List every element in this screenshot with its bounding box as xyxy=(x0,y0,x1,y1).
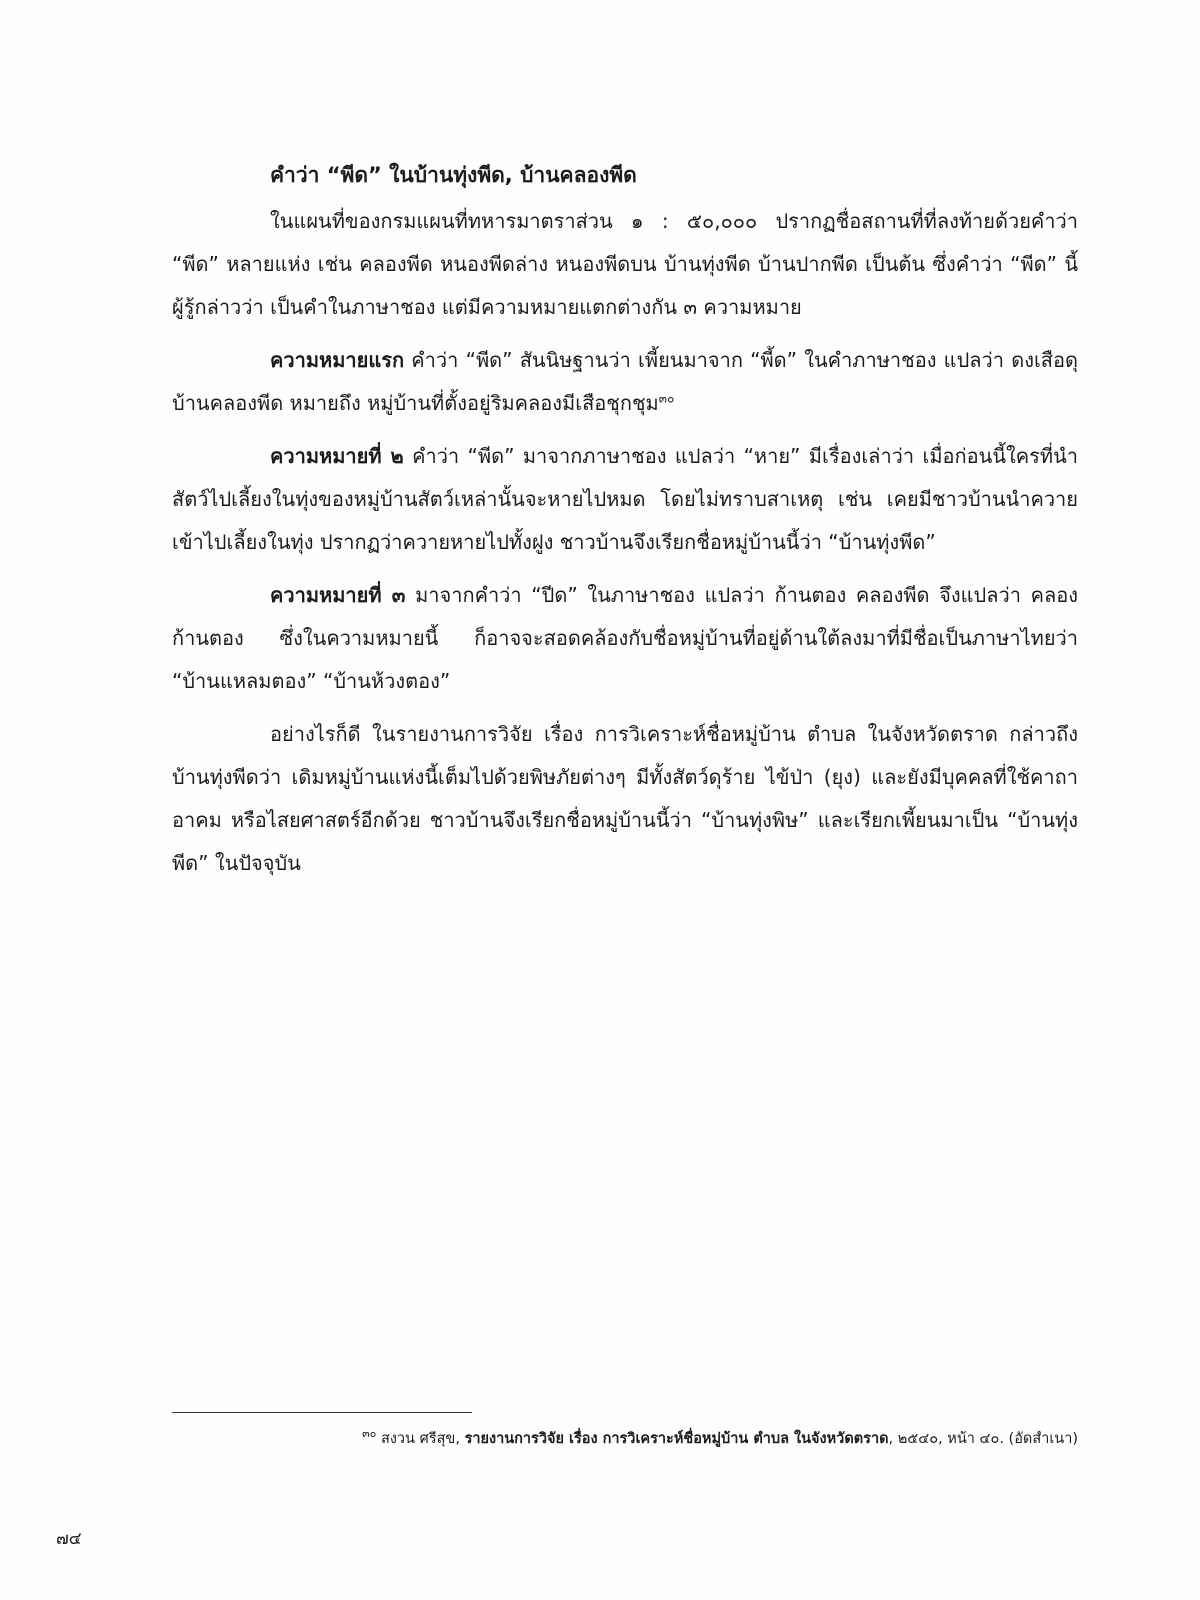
footnote-details: , ๒๕๔๐, หน้า ๔๐. (อัดสำเนา) xyxy=(888,1431,1078,1447)
section-heading: คำว่า “พีด” ในบ้านทุ่งพีด, บ้านคลองพีด xyxy=(270,163,637,187)
meaning-1-label: ความหมายแรก xyxy=(270,348,405,372)
footnote-reference[interactable]: ๓๐ xyxy=(658,391,675,406)
paragraph-intro: ในแผนที่ของกรมแผนที่ทหารมาตราส่วน ๑ : ๕๐,๐๐๐ ปรากฏชื่อสถานที่ที่ลงท้ายด้วยคำว่า “พีด” หลายแห่ง เช่น คลองพีด หนองพีดล่าง หนองพีดบน บ้านทุ่งพีด บ้านปากพีด เป็นต้น ซึ่งคำว่า “พีด” นี้ ผู้รู้กล่าวว่า เป็นคำในภาษาชอง แต่มีความหมายแตกต่างกัน ๓ ความหมาย xyxy=(172,209,1078,319)
paragraph-meaning-1 xyxy=(172,339,1078,425)
footnote-author: สงวน ศรีสุข, xyxy=(376,1431,465,1447)
main-text xyxy=(172,150,1078,895)
meaning-2-text: คำว่า “พีด” มาจากภาษาชอง แปลว่า “หาย” มีเรื่องเล่าว่า เมื่อก่อนนี้ใครที่นำสัตว์ไปเลี้ยงในทุ่งของหมู่บ้านสัตว์เหล่านั้นจะหายไปหมด โดยไม่ทราบสาเหตุ เช่น เคยมีชาวบ้านนำควายเข้าไปเลี้ยงในทุ่ง ปรากฏว่าควายหายไปทั้งฝูง ชาวบ้านจึงเรียกชื่อหมู่บ้านนี้ว่า “บ้านทุ่งพีด” xyxy=(172,444,1078,554)
footnote-divider xyxy=(172,1412,472,1413)
meaning-2-label: ความหมายที่ ๒ xyxy=(270,444,404,468)
page-number: ๗๔ xyxy=(56,1529,82,1549)
meaning-3-label: ความหมายที่ ๓ xyxy=(270,583,406,607)
footnote xyxy=(172,1428,1078,1450)
paragraph-meaning-3 xyxy=(172,574,1078,703)
footnote-number: ๓๐ xyxy=(362,1427,377,1441)
meaning-1-text: คำว่า “พีด” สันนิษฐานว่า เพี้ยนมาจาก “พี้ด” ในคำภาษาชอง แปลว่า ดงเสือดุ บ้านคลองพีด หมายถึง หมู่บ้านที่ตั้งอยู่ริมคลองมีเสือชุกชุม xyxy=(172,348,1078,415)
paragraph-meaning-2 xyxy=(172,435,1078,564)
footnote-title: รายงานการวิจัย เรื่อง การวิเคราะห์ชื่อหมู่บ้าน ตำบล ในจังหวัดตราด xyxy=(464,1431,889,1447)
paragraph-conclusion: อย่างไรก็ดี ในรายงานการวิจัย เรื่อง การวิเคราะห์ชื่อหมู่บ้าน ตำบล ในจังหวัดตราด กล่าวถึงบ้านทุ่งพีดว่า เดิมหมู่บ้านแห่งนี้เต็มไปด้วยพิษภัยต่างๆ มีทั้งสัตว์ดุร้าย ไข้ป่า (ยุง) และยังมีบุคคลที่ใช้คาถาอาคม หรือไสยศาสตร์อีกด้วย ชาวบ้านจึงเรียกชื่อหมู่บ้านนี้ว่า “บ้านทุ่งพิษ” และเรียกเพี้ยนมาเป็น “บ้านทุ่งพีด” ในปัจจุบัน xyxy=(172,722,1078,875)
meaning-3-text: มาจากคำว่า “ปีด” ในภาษาชอง แปลว่า ก้านตอง คลองพีด จึงแปลว่า คลองก้านตอง ซึ่งในความหมายนี้ ก็อาจจะสอดคล้องกับชื่อหมู่บ้านที่อยู่ด้านใต้ลงมาที่มีชื่อเป็นภาษาไทยว่า “บ้านแหลมตอง” “บ้านห้วงตอง” xyxy=(172,583,1078,693)
